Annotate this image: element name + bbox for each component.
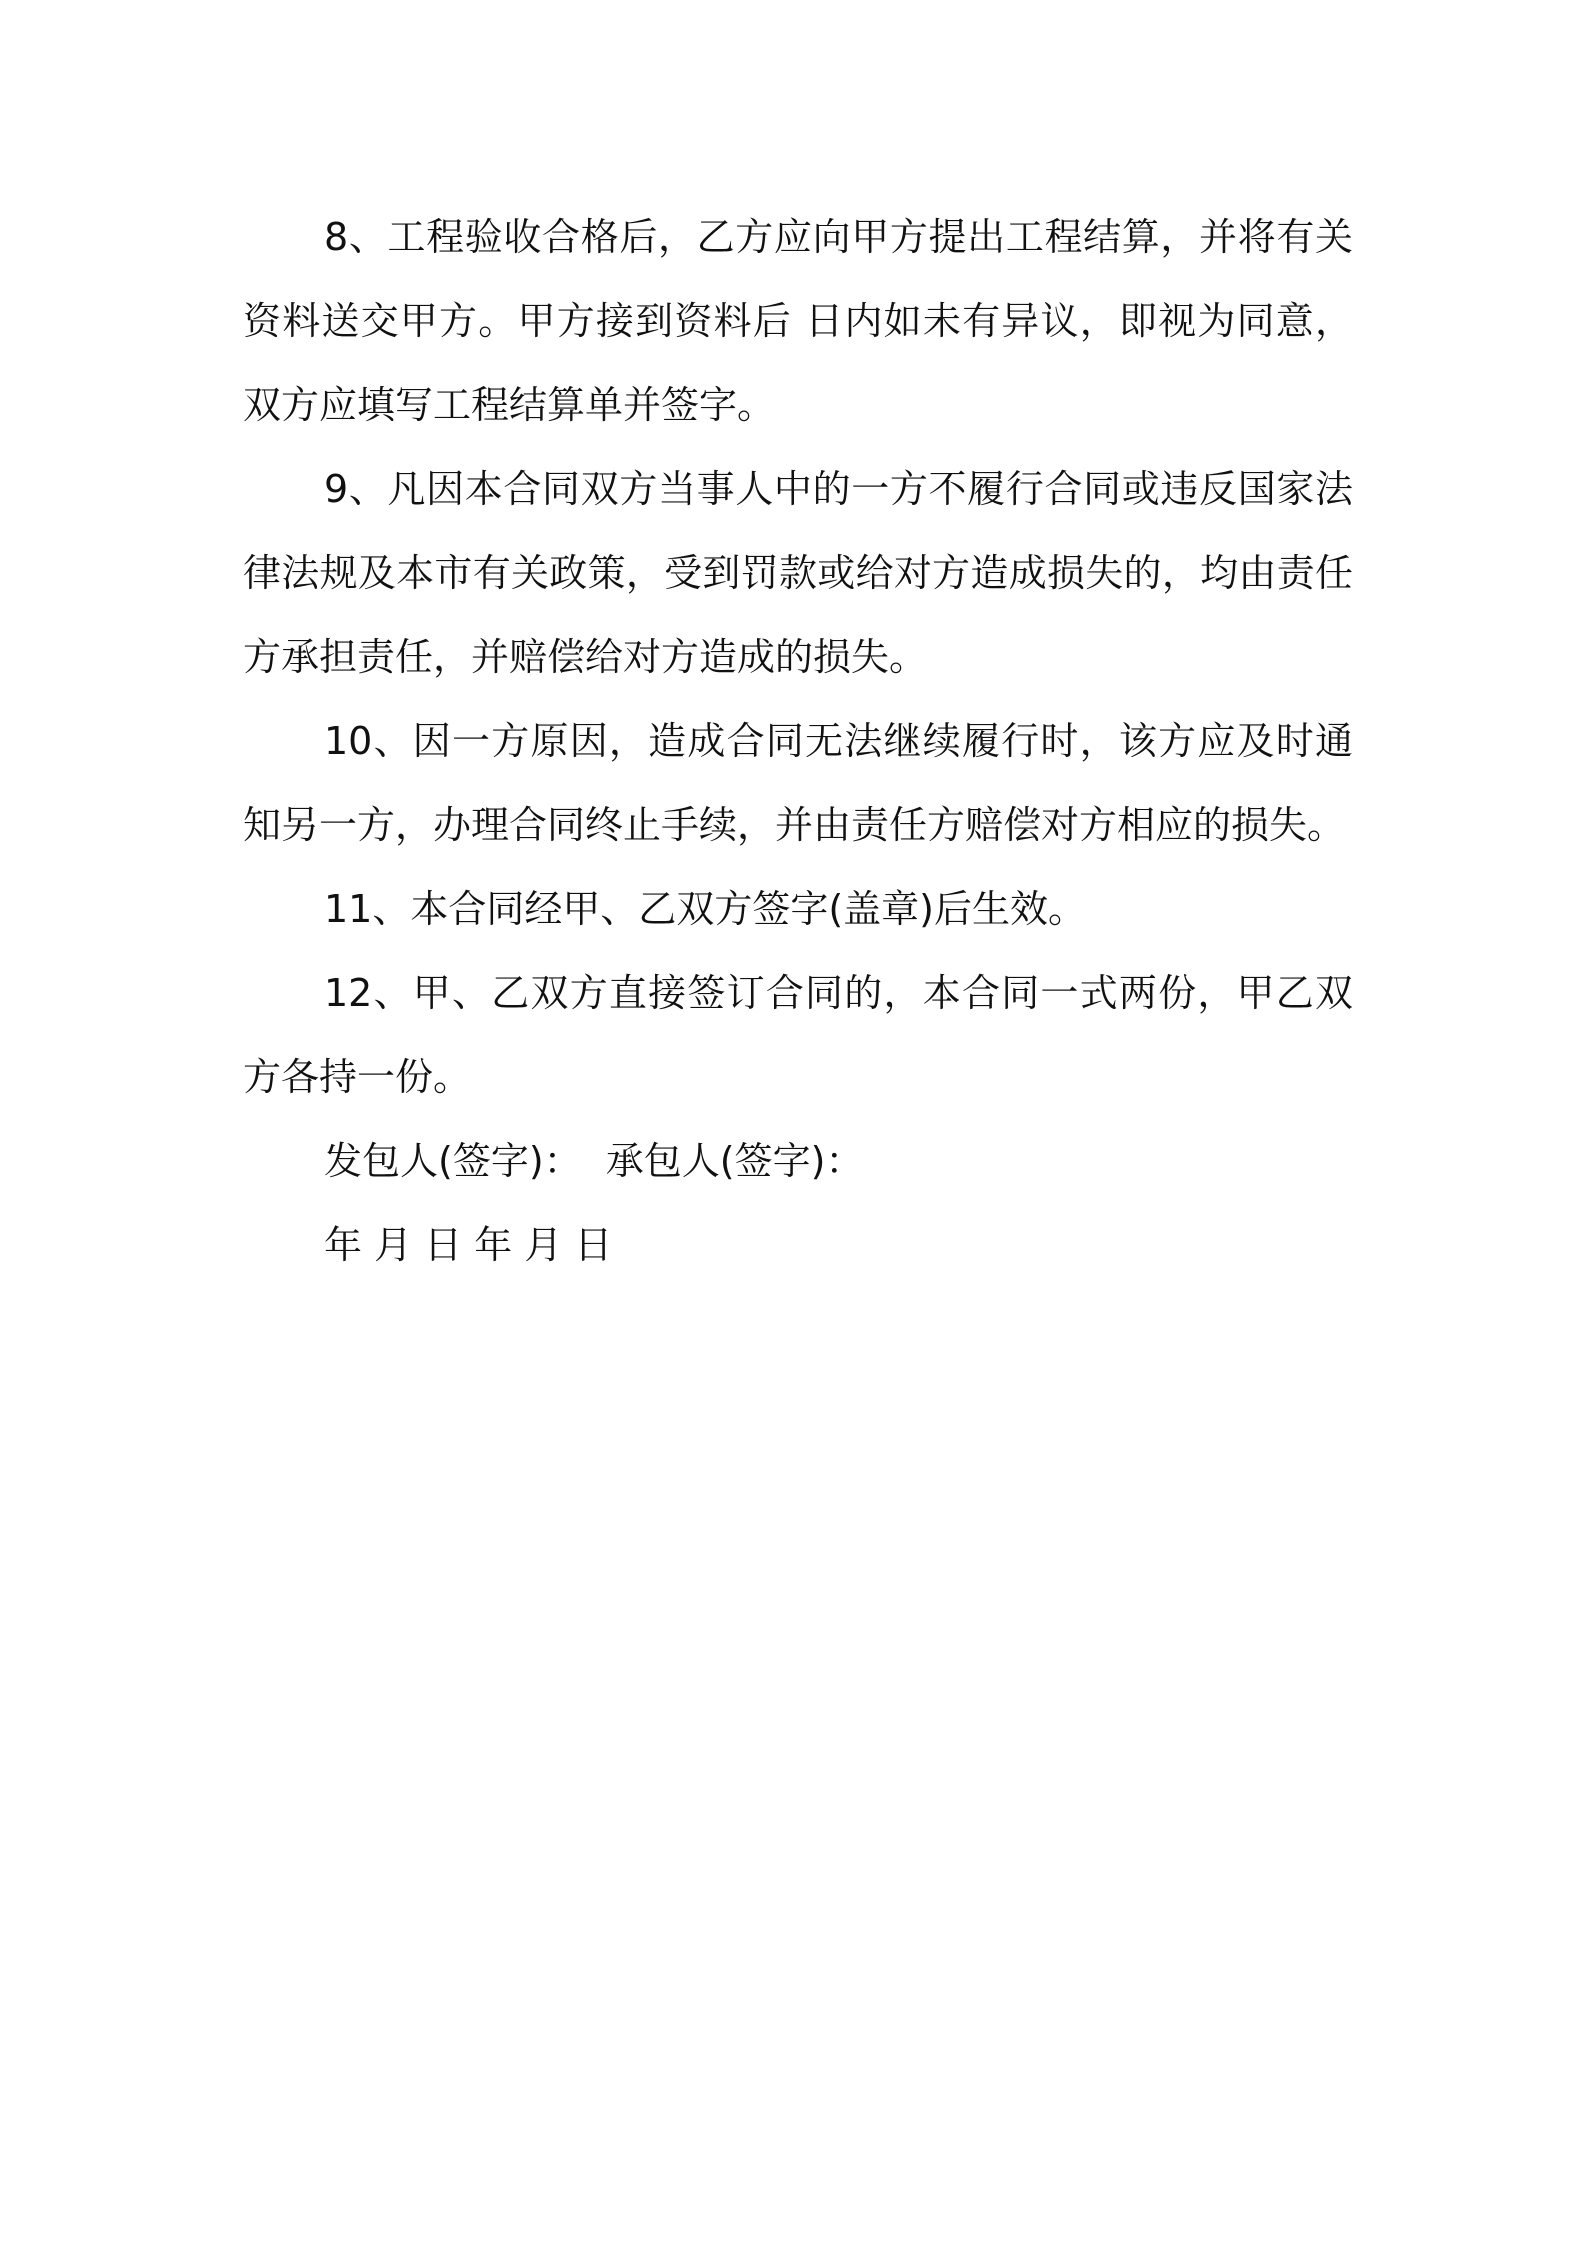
signature-date-line: 年 月 日 年 月 日 bbox=[324, 1223, 613, 1267]
clause-11: 11、本合同经甲、乙双方签字(盖章)后生效。 bbox=[324, 887, 1087, 931]
clause-12: 12、甲、乙双方直接签订合同的，本合同一式两份，甲乙双方各持一份。 bbox=[243, 971, 1353, 1099]
clause-8: 8、工程验收合格后，乙方应向甲方提出工程结算，并将有关资料送交甲方。甲方接到资料后 日内如未有异议，即视为同意，双方应填写工程结算单并签字。 bbox=[243, 215, 1353, 427]
signature-line: 发包人(签字)： 承包人(签字)： bbox=[324, 1139, 864, 1183]
clause-10: 10、因一方原因，造成合同无法继续履行时，该方应及时通知另一方，办理合同终止手续，并由责任方赔偿对方相应的损失。 bbox=[243, 719, 1353, 847]
clause-9: 9、凡因本合同双方当事人中的一方不履行合同或违反国家法律法规及本市有关政策，受到罚款或给对方造成损失的，均由责任方承担责任，并赔偿给对方造成的损失。 bbox=[243, 467, 1353, 679]
document-body bbox=[243, 195, 1353, 1287]
